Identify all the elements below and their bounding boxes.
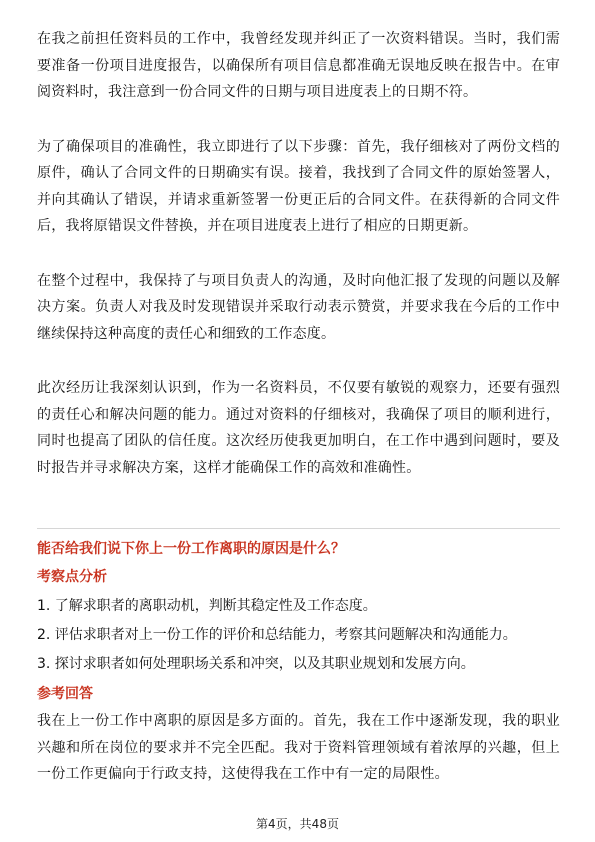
paragraph-3: 在整个过程中，我保持了与项目负责人的沟通，及时向他汇报了发现的问题以及解决方案。负责人对我及时发现错误并采取行动表示赞赏，并要求我在今后的工作中继续保持这种高度的责任心和细致的工作态度。 <box>37 272 560 342</box>
list-item: 1. 了解求职者的离职动机，判断其稳定性及工作态度。 <box>37 598 377 614</box>
question-heading: 能否给我们说下你上一份工作离职的原因是什么？ <box>37 541 345 557</box>
reference-heading: 参考回答 <box>37 686 93 702</box>
paragraph-2: 为了确保项目的准确性，我立即进行了以下步骤：首先，我仔细核对了两份文档的原件，确认了合同文件的日期确实有误。接着，我找到了合同文件的原始签署人，并向其确认了错误，并请求重新签署一份更正后的合同文件。在获得新的合同文件后，我将原错误文件替换，并在项目进度表上进行了相应的日期更新。 <box>37 138 560 234</box>
list-item: 2. 评估求职者对上一份工作的评价和总结能力，考察其问题解决和沟通能力。 <box>37 627 517 643</box>
paragraph-4: 此次经历让我深刻认识到，作为一名资料员，不仅要有敏锐的观察力，还要有强烈的责任心和解决问题的能力。通过对资料的仔细核对，我确保了项目的顺利进行，同时也提高了团队的信任度。这次经历使我更加明白，在工作中遇到问题时，要及时报告并寻求解决方案，这样才能确保工作的高效和准确性。 <box>37 380 560 476</box>
reference-answer: 我在上一份工作中离职的原因是多方面的。首先，我在工作中逐渐发现，我的职业兴趣和所在岗位的要求并不完全匹配。我对于资料管理领域有着浓厚的兴趣，但上一份工作更偏向于行政支持，这使得我在工作中有一定的局限性。 <box>37 713 560 782</box>
page-number: 第4页，共48页 <box>256 817 339 831</box>
section-divider <box>37 528 560 529</box>
paragraph-1: 在我之前担任资料员的工作中，我曾经发现并纠正了一次资料错误。当时，我们需要准备一份项目进度报告，以确保所有项目信息都准确无误地反映在报告中。在审阅资料时，我注意到一份合同文件的日期与项目进度表上的日期不符。 <box>37 31 560 100</box>
analysis-heading: 考察点分析 <box>37 569 107 585</box>
list-item: 3. 探讨求职者如何处理职场关系和冲突，以及其职业规划和发展方向。 <box>37 656 475 672</box>
answer-body <box>37 26 560 509</box>
analysis-list <box>37 592 560 679</box>
